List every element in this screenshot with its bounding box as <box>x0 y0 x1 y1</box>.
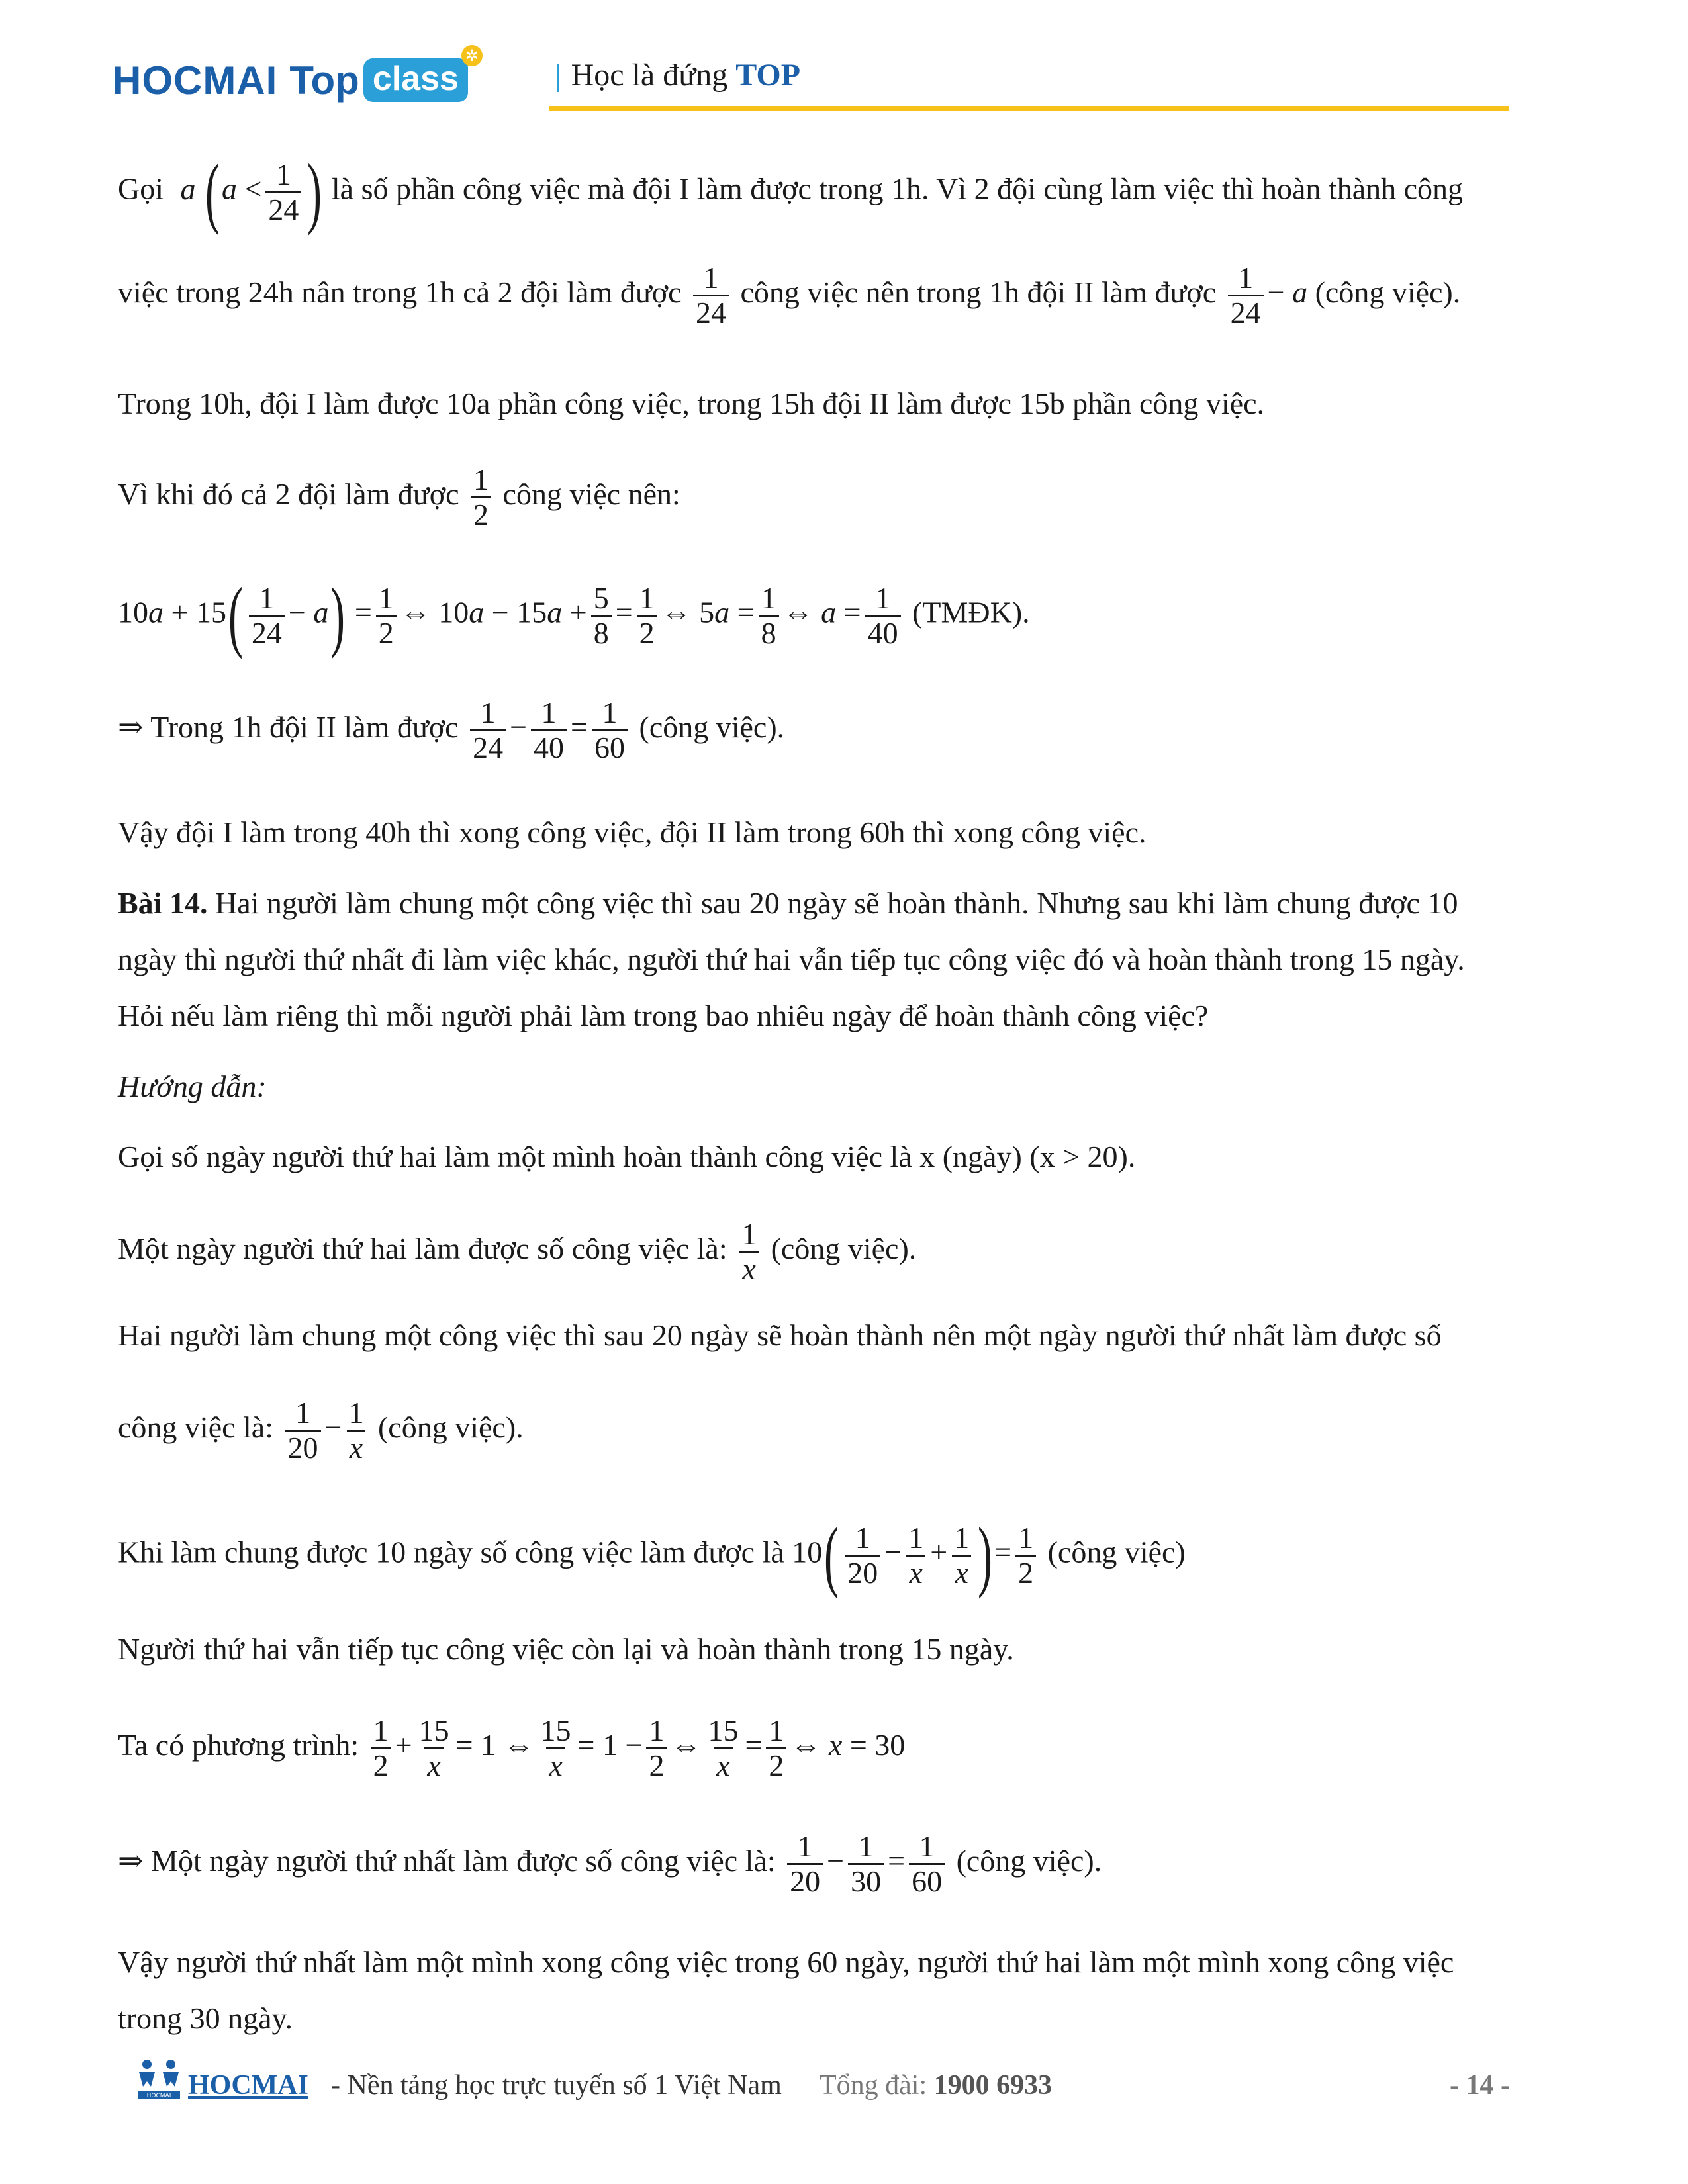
paragraph-line: Hai người làm chung một công việc thì sau 20 ngày sẽ hoàn thành nên một ngày người thứ nhất làm được số <box>118 1318 1442 1352</box>
footer-phone-label <box>820 2070 1052 2101</box>
text-span: công việc là: <box>118 1410 274 1445</box>
text-span: (công việc) <box>1047 1535 1186 1569</box>
text-span: (công việc). <box>377 1410 524 1445</box>
page-number: - 14 - <box>1450 2070 1510 2101</box>
page-footer <box>132 2055 1523 2108</box>
math-expression: a (a < $\frac{1}{24}$ ) <box>180 148 322 236</box>
math-expression: ( $\frac{1}{20}$ − $\frac{1}{x}$ + $\frac{1}{x}$ )= $\frac{1}{2}$ <box>822 1516 1040 1595</box>
phone-label-text: Tổng đài: <box>820 2070 927 2101</box>
svg-text:HOCMAI: HOCMAI <box>146 2093 171 2099</box>
slogan-text: Học là đứng <box>571 58 728 93</box>
text-span: công việc nên: <box>502 477 680 512</box>
guide-heading: Hướng dẫn: <box>118 1069 267 1103</box>
text-span: Gọi <box>118 171 164 206</box>
exercise-title: Bài 14. <box>118 886 208 920</box>
header-slogan: | Học là đứng TOP <box>555 58 801 93</box>
exercise-line: ngày thì người thứ nhất đi làm việc khác, người thứ hai vẫn tiếp tục công việc đó và hoàn thành trong 15 ngày. <box>118 942 1465 976</box>
hocmai-logo-icon <box>132 2055 185 2101</box>
math-fraction: $\frac{1}{x}$ <box>739 1218 759 1286</box>
slogan-top: TOP <box>735 58 801 93</box>
math-fraction: $\frac{1}{2}$ <box>471 463 491 531</box>
exercise-line: Hỏi nếu làm riêng thì mỗi người phải làm trong bao nhiêu ngày để hoàn thành công việc? <box>118 999 1209 1032</box>
text-span: (công việc). <box>956 1844 1102 1878</box>
paragraph-line <box>118 1218 916 1286</box>
logo-class-badge <box>363 46 479 102</box>
text-span: là số phần công việc mà đội I làm được trong 1h. Vì 2 đội cùng làm việc thì hoàn thành công <box>331 171 1464 206</box>
footer-brand-link[interactable]: HOCMAI <box>188 2070 308 2101</box>
paragraph-line <box>118 1396 524 1465</box>
text-span: ⇒ Trong 1h đội II làm được <box>118 710 459 745</box>
text-span: (TMĐK). <box>912 595 1030 629</box>
math-expression: $\frac{1}{24}$ − $\frac{1}{40}$ = $\frac{1}{60}$ <box>466 696 632 764</box>
hocmai-topclass-logo <box>113 46 479 103</box>
page-header <box>113 37 1509 116</box>
exercise-line <box>118 884 1458 923</box>
paragraph-line: trong 30 ngày. <box>118 2001 293 2035</box>
math-fraction: $\frac{1}{24}$ <box>693 261 729 330</box>
equation-line <box>118 571 1030 659</box>
text-span: Vì khi đó cả 2 đội làm được <box>118 477 459 512</box>
text-span: ⇒ Một ngày người thứ nhất làm được số công việc là: <box>118 1844 776 1878</box>
text-span: (công việc). <box>639 710 785 745</box>
math-equation: $\frac{1}{2}$ + $\frac{15}{x}$ = 1 ⇔ $\frac{15}{x}$ = 1 − $\frac{1}{2}$ ⇔ $\frac{15}{x}$ = $\frac{1}{2}$ ⇔ x = 30 <box>367 1714 906 1782</box>
paragraph-line <box>118 1511 1186 1599</box>
math-expression: $\frac{1}{20}$ − $\frac{1}{30}$ = $\frac{1}{60}$ <box>783 1830 949 1898</box>
paragraph-line <box>118 148 1464 236</box>
text-span: Hai người làm chung một công việc thì sau 20 ngày sẽ hoàn thành. Nhưng sau khi làm chung được 10 <box>214 886 1458 920</box>
text-span: (công việc). <box>1315 275 1461 310</box>
text-span: việc trong 24h nân trong 1h cả 2 đội làm được <box>118 275 682 310</box>
paragraph-line: Vậy người thứ nhất làm một mình xong công việc trong 60 ngày, người thứ hai làm một mình xong công việc <box>118 1945 1454 1979</box>
star-icon: ✲ <box>461 45 483 66</box>
math-equation: 10a + 15( $\frac{1}{24}$ − a) = $\frac{1}{2}$ ⇔ 10a − 15a + $\frac{5}{8}$ = $\frac{1}{2}$ ⇔ 5a = $\frac{1}{8}$ ⇔ a = $\frac{1}{40}$ <box>118 576 905 655</box>
paragraph-line: Trong 10h, đội I làm được 10a phần công việc, trong 15h đội II làm được 15b phần công việc. <box>118 387 1265 420</box>
paragraph-line: Gọi số ngày người thứ hai làm một mình hoàn thành công việc là x (ngày) (x > 20). <box>118 1140 1136 1173</box>
text-span: công việc nên trong 1h đội II làm được <box>740 275 1217 310</box>
logo-class-text: class <box>372 60 459 98</box>
math-expression: $\frac{1}{20}$ − $\frac{1}{x}$ <box>281 1396 371 1465</box>
paragraph-line <box>118 696 784 764</box>
math-fraction: $\frac{1}{24}$ <box>1228 261 1264 330</box>
footer-phone-number: 1900 6933 <box>933 2070 1053 2101</box>
text-span: Ta có phương trình: <box>118 1728 359 1762</box>
logo-hocmai-text: HOCMAI <box>113 58 278 103</box>
text-span: (công việc). <box>771 1232 917 1266</box>
header-divider <box>549 106 1509 111</box>
paragraph-line: Vậy đội I làm trong 40h thì xong công việc, đội II làm trong 60h thì xong công việc. <box>118 815 1147 849</box>
paragraph-line <box>118 463 680 531</box>
logo-top-text: Top <box>289 58 359 103</box>
text-span: Một ngày người thứ hai làm được số công việc là: <box>118 1232 727 1266</box>
paragraph-line <box>118 1830 1102 1898</box>
paragraph-line: Người thứ hai vẫn tiếp tục công việc còn lại và hoàn thành trong 15 ngày. <box>118 1632 1014 1666</box>
paragraph-line <box>118 1714 905 1782</box>
text-span: Khi làm chung được 10 ngày số công việc làm được là 10 <box>118 1535 823 1569</box>
footer-tagline: - Nền tảng học trực tuyến số 1 Việt Nam <box>331 2070 782 2101</box>
paragraph-line: việc trong 24h nân trong 1h cả 2 đội làm được $\frac{1}{24}$ công việc nên trong 1h đội II làm được $\frac{1}{24}$ − a (công việc). <box>118 261 1461 330</box>
